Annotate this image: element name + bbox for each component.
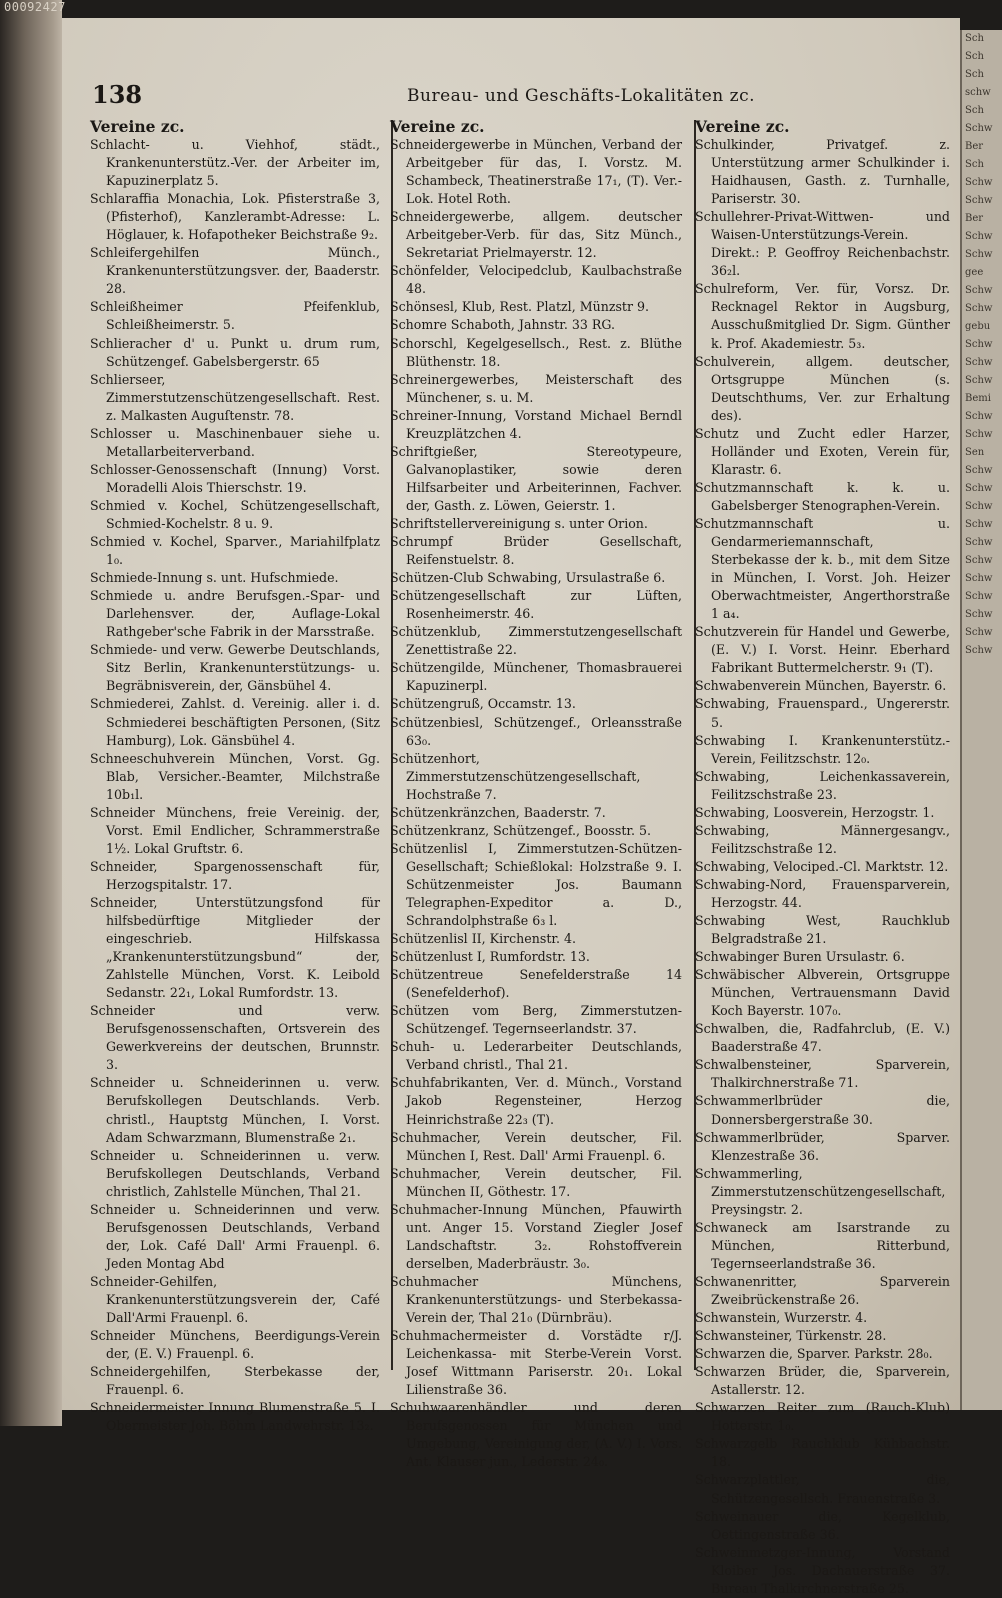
adjacent-page-fragment: Schw bbox=[965, 177, 993, 188]
adjacent-page-fragment: Schw bbox=[965, 483, 993, 494]
directory-entry: Schuhmacher, Verein deutscher, Fil. München II, Göthestr. 17. bbox=[390, 1165, 682, 1199]
directory-entry: Schwarzen Brüder, die, Sparverein, Astallerstr. 12. bbox=[695, 1364, 950, 1398]
directory-entry: Schneeschuhverein München, Vorst. Gg. Blab, Versicher.-Beamter, Milchstraße 10b₁l. bbox=[90, 750, 380, 802]
directory-entry: Schneider-Gehilfen, Krankenunterstützungsverein der, Café Dall'Armi Frauenpl. 6. bbox=[90, 1273, 380, 1326]
directory-entry: Schulkinder, Privatgef. z. Unterstützung armer Schulkinder i. Haidhausen, Gasth. z. Turnhalle, Pariserstr. 30. bbox=[695, 137, 950, 207]
directory-entry: Schneidergewerbe, allgem. deutscher Arbeitgeber-Verb. für das, Sitz Münch., Sekretariat Prielmayerstr. 12. bbox=[390, 209, 682, 261]
adjacent-page-fragment: Schw bbox=[965, 501, 993, 512]
adjacent-page-fragment: Sen bbox=[965, 447, 985, 458]
directory-entry: Schlosser-Genossenschaft (Innung) Vorst. Moradelli Alois Thierschstr. 19. bbox=[90, 461, 380, 495]
directory-entry: Schwalben, die, Radfahrclub, (E. V.) Baaderstraße 47. bbox=[695, 1021, 950, 1055]
adjacent-page-fragment: Sch bbox=[965, 69, 984, 80]
directory-entry: Schönsesl, Klub, Rest. Platzl, Münzstr 9. bbox=[390, 299, 650, 315]
directory-entry: Schützenlisl II, Kirchenstr. 4. bbox=[390, 931, 577, 947]
directory-entry: Schwarzen Reiter zum (Rauch-Klub) Hotterstr. 1₀. bbox=[695, 1400, 950, 1434]
directory-entry: Schützenhort, Zimmerstutzenschützengesellschaft, Hochstraße 7. bbox=[390, 750, 641, 802]
column-3 bbox=[695, 117, 950, 1596]
adjacent-page-fragment: Bemi bbox=[965, 393, 991, 404]
directory-entry: Schweinmetzger-Innung, Vorstand Kloiber Jos. Dachauerstraße 37. Bureau Thalkirchnerstraße 25. bbox=[695, 1544, 950, 1596]
directory-entry: Schützenlust I, Rumfordstr. 13. bbox=[390, 949, 590, 965]
directory-entry: Schwabing, Männergesangv., Feilitzschstraße 12. bbox=[695, 822, 950, 856]
directory-entry: Schreiner-Innung, Vorstand Michael Berndl Kreuzplätzchen 4. bbox=[390, 407, 682, 441]
directory-entry: Schwansteiner, Türkenstr. 28. bbox=[695, 1328, 887, 1344]
adjacent-page-fragment: Schw bbox=[965, 411, 993, 422]
directory-entry: Schwanenritter, Sparverein Zweibrückenstraße 26. bbox=[695, 1273, 950, 1307]
column-heading: Vereine zc. bbox=[90, 117, 185, 136]
adjacent-page-fragment: Schw bbox=[965, 339, 993, 350]
directory-entry: Schwaneck am Isarstrande zu München, Ritterbund, Tegernseerlandstraße 36. bbox=[695, 1219, 950, 1271]
adjacent-page-strip bbox=[960, 30, 1002, 1410]
directory-entry: Schützen-Club Schwabing, Ursulastraße 6. bbox=[390, 570, 666, 586]
directory-entry: Schlierseer, Zimmerstutzenschützengesellschaft. Rest. z. Malkasten Auguſtenstr. 78. bbox=[90, 371, 380, 423]
directory-entry: Schmiederei, Zahlst. d. Vereinig. aller i. d. Schmiederei beschäftigten Personen, (Sitz Hamburg), Lok. Gänsbühel 4. bbox=[90, 696, 380, 748]
directory-entry: Schriftstellervereinigung s. unter Orion. bbox=[390, 515, 648, 531]
adjacent-page-fragment: Sch bbox=[965, 159, 984, 170]
directory-entry: Schmiede u. andre Berufsgen.-Spar- und Darlehensver. der, Auflage-Lokal Rathgeber'sche Fabrik in der Marsstraße. bbox=[90, 588, 380, 640]
directory-entry: Schneidermeister Innung Blumenstraße 5. I. Obermeister Joh. Böhm Landwehrstr. 13₂. bbox=[90, 1400, 380, 1434]
adjacent-page-fragment: Schw bbox=[965, 465, 993, 476]
adjacent-page-fragment: Schw bbox=[965, 429, 993, 440]
directory-entry: Schützenlisl I, Zimmerstutzen-Schützen-Gesellschaft; Schießlokal: Holzstraße 9. I. Schützenmeister Jos. Baumann Telegraphen-Expeditor a. D., Schrandolphstraße 6₃ l. bbox=[390, 840, 682, 929]
adjacent-page-fragment: schw bbox=[965, 87, 991, 98]
directory-entry: Schwammerlbrüder die, Donnersbergerstraße 30. bbox=[695, 1093, 950, 1127]
directory-entry: Schutzverein für Handel und Gewerbe, (E. V.) I. Vorst. Heinr. Eberhard Fabrikant Buttermelcherstr. 9₁ (T). bbox=[695, 624, 950, 676]
adjacent-page-fragment: Ber bbox=[965, 213, 984, 224]
directory-entry: Schlosser u. Maschinenbauer siehe u. Metallarbeiterverband. bbox=[90, 425, 380, 459]
directory-entry: Schrumpf Brüder Gesellschaft, Reifenstuelstr. 8. bbox=[390, 534, 682, 568]
directory-entry: Schlieracher d' u. Punkt u. drum rum, Schützengef. Gabelsbergerstr. 65 bbox=[90, 335, 380, 369]
directory-entry: Schuhfabrikanten, Ver. d. Münch., Vorstand Jakob Regensteiner, Herzog Heinrichstraße 22₃ (T). bbox=[390, 1075, 682, 1127]
directory-entry: Schützengruß, Occamstr. 13. bbox=[390, 696, 576, 712]
directory-entry: Schriftgießer, Stereotypeure, Galvanoplastiker, sowie deren Hilfsarbeiter und Arbeiterinnen, Fachver. der, Gasth. z. Löwen, Geierstr. 1. bbox=[390, 443, 682, 513]
adjacent-page-fragment: Schw bbox=[965, 537, 993, 548]
directory-entry: Schmied v. Kochel, Sparver., Mariahilfplatz 1₀. bbox=[90, 534, 380, 568]
directory-entry: Schneider Münchens, Beerdigungs-Verein der, (E. V.) Frauenpl. 6. bbox=[90, 1328, 380, 1362]
directory-entry: Schneidergewerbe in München, Verband der Arbeitgeber für das, I. Vorstz. M. Schambeck, Theatinerstraße 17₁, (T). Ver.-Lok. Hotel Roth. bbox=[390, 137, 682, 207]
directory-entry: Schleifergehilfen Münch., Krankenunterstützungsver. der, Baaderstr. 28. bbox=[90, 245, 380, 297]
adjacent-page-fragment: Sch bbox=[965, 105, 984, 116]
directory-entry: Schützenkränzchen, Baaderstr. 7. bbox=[390, 804, 606, 820]
directory-entry: Schneider und verw. Berufsgenossenschaften, Ortsverein des Gewerkvereins der deutschen, Brunnstr. 3. bbox=[90, 1003, 380, 1073]
directory-entry: Schmiede-Innung s. unt. Hufschmiede. bbox=[90, 570, 339, 586]
adjacent-page-fragment: Ber bbox=[965, 141, 984, 152]
directory-entry: Schwabing West, Rauchklub Belgradstraße 21. bbox=[695, 913, 950, 947]
directory-entry: Schwabing, Leichenkassaverein, Feilitzschstraße 23. bbox=[695, 768, 950, 802]
directory-entry: Schwäbischer Albverein, Ortsgruppe München, Vertrauensmann David Koch Bayerstr. 107₀. bbox=[695, 967, 950, 1019]
directory-entry: Schuhmacher, Verein deutscher, Fil. München I, Rest. Dall' Armi Frauenpl. 6. bbox=[390, 1129, 682, 1163]
column-heading: Vereine zc. bbox=[695, 117, 790, 136]
directory-entry: Schmiede- und verw. Gewerbe Deutschlands, Sitz Berlin, Krankenunterstützungs- u. Begräbnisverein, der, Gänsbühel 4. bbox=[90, 642, 380, 694]
directory-entry: Schwalbensteiner, Sparverein, Thalkirchnerstraße 71. bbox=[695, 1057, 950, 1091]
directory-entry: Schneider, Unterstützungsfond für hilfsbedürftige Mitglieder der eingeschrieb. Hilfskassa „Krankenunterstützungsbund“ der, Zahlstelle München, Vorst. K. Leibold Sedanstr. 22₁, Lokal Rumfordstr. 13. bbox=[90, 894, 380, 1001]
directory-entry: Schneider, Spargenossenschaft für, Herzogspitalstr. 17. bbox=[90, 858, 380, 892]
directory-entry: Schneider u. Schneiderinnen u. verw. Berufskollegen Deutschlands, Verband christlich, Zahlstelle München, Thal 21. bbox=[90, 1147, 380, 1199]
adjacent-page-fragment: Schw bbox=[965, 519, 993, 530]
directory-entry: Schützen vom Berg, Zimmerstutzen-Schützengef. Tegernseerlandstr. 37. bbox=[390, 1003, 682, 1037]
directory-entry: Schwarzen die, Sparver. Parkstr. 28₀. bbox=[695, 1346, 933, 1362]
directory-entry: Schuhmacher Münchens, Krankenunterstützungs- und Sterbekassa-Verein der, Thal 21₀ (Dürnbräu). bbox=[390, 1273, 682, 1326]
scan-binding-edge bbox=[0, 0, 62, 1426]
directory-entry: Schützenklub, Zimmerstutzengesellschaft Zenettistraße 22. bbox=[390, 624, 682, 658]
directory-entry: Schlacht- u. Viehhof, städt., Krankenunterstütz.-Ver. der Arbeiter im, Kapuzinerplatz 5. bbox=[90, 137, 380, 189]
directory-entry: Schwarzplattler, die, Schützengesellsch. Frauenstraße 3. bbox=[695, 1472, 950, 1506]
directory-entry: Schuhmacher-Innung München, Pfauwirth unt. Anger 15. Vorstand Ziegler Josef Landschaftstr. 3₂. Rohstoffverein derselben, Maderbräustr. 3₀. bbox=[390, 1201, 682, 1271]
adjacent-page-fragment: Schw bbox=[965, 123, 993, 134]
directory-entry: Schorschl, Kegelgesellsch., Rest. z. Blüthe Blüthenstr. 18. bbox=[390, 335, 682, 369]
adjacent-page-fragment: Schw bbox=[965, 645, 993, 656]
scan-id: 00092427 bbox=[4, 0, 66, 14]
directory-entry: Schuhwaarenhändler und deren Berufsgenossen für München und Umgebung, Vereinigung der, (A. V.) I. Vors. Ant. Klauser jun., Lederstr. 24₀. bbox=[390, 1400, 682, 1470]
directory-entry: Schwanstein, Wurzerstr. 4. bbox=[695, 1310, 868, 1326]
directory-entry: Schweinauer die, Kegelklub, Oettingenstraße 36. bbox=[695, 1508, 950, 1542]
directory-entry: Schwabing I. Krankenunterstütz.-Verein, Feilitzschstr. 12₀. bbox=[695, 732, 950, 766]
directory-entry: Schomre Schaboth, Jahnstr. 33 RG. bbox=[390, 317, 615, 333]
adjacent-page-fragment: Schw bbox=[965, 303, 993, 314]
directory-entry: Schwammerlbrüder, Sparver. Klenzestraße 36. bbox=[695, 1129, 950, 1163]
directory-entry: Schönfelder, Velocipedclub, Kaulbachstraße 48. bbox=[390, 263, 682, 297]
directory-entry: Schwabing, Velociped.-Cl. Marktstr. 12. bbox=[695, 858, 949, 874]
directory-entry: Schneider Münchens, freie Vereinig. der, Vorst. Emil Endlicher, Schrammerstraße 1½. Lokal Gruftstr. 6. bbox=[90, 804, 380, 856]
directory-entry: Schützenbiesl, Schützengef., Orleansstraße 63₀. bbox=[390, 714, 682, 748]
directory-entry: Schwabenverein München, Bayerstr. 6. bbox=[695, 678, 947, 694]
directory-entry: Schwarzgelb Rauchklub Kühbachstr. 18. bbox=[695, 1436, 950, 1470]
directory-entry: Schneidergehilfen, Sterbekasse der, Frauenpl. 6. bbox=[90, 1364, 380, 1398]
directory-entry: Schuh- u. Lederarbeiter Deutschlands, Verband christl., Thal 21. bbox=[390, 1039, 682, 1073]
directory-entry: Schulreform, Ver. für, Vorsz. Dr. Recknagel Rektor in Augsburg, Ausschußmitglied Dr. Sigm. Günther k. Prof. Akademiestr. 5₃. bbox=[695, 281, 950, 351]
directory-entry: Schwabing-Nord, Frauensparverein, Herzogstr. 44. bbox=[695, 876, 950, 910]
column-1 bbox=[90, 117, 380, 1434]
directory-entry: Schneider u. Schneiderinnen und verw. Berufsgenossen Deutschlands, Verband der, Lok. Café Dall' Armi Frauenpl. 6. Jeden Montag Abd bbox=[90, 1201, 380, 1271]
entry-list bbox=[695, 136, 950, 1598]
directory-entry: Schutzmannschaft k. k. u. Gabelsberger Stenographen-Verein. bbox=[695, 479, 950, 513]
directory-entry: Schmied v. Kochel, Schützengesellschaft, Schmied-Kochelstr. 8 u. 9. bbox=[90, 497, 380, 531]
adjacent-page-fragment: Schw bbox=[965, 573, 993, 584]
directory-page bbox=[62, 18, 960, 1596]
adjacent-page-fragment: Schw bbox=[965, 627, 993, 638]
adjacent-page-fragment: Schw bbox=[965, 591, 993, 602]
directory-entry: Schulverein, allgem. deutscher, Ortsgruppe München (s. Deutschthums, Ver. zur Erhaltung des). bbox=[695, 353, 950, 423]
adjacent-page-fragment: Schw bbox=[965, 285, 993, 296]
adjacent-page-fragment: Schw bbox=[965, 249, 993, 260]
directory-entry: Schwammerling, Zimmerstutzenschützengesellschaft, Preysingstr. 2. bbox=[695, 1165, 946, 1217]
directory-entry: Schwabing, Loosverein, Herzogstr. 1. bbox=[695, 804, 935, 820]
directory-entry: Schlaraffia Monachia, Lok. Pfisterstraße 3, (Pfisterhof), Kanzlerambt-Adresse: L. Höglauer, k. Hofapotheker Beichstraße 9₂. bbox=[90, 191, 380, 243]
adjacent-page-fragment: Schw bbox=[965, 195, 993, 206]
directory-entry: Schwabing, Frauenspard., Ungererstr. 5. bbox=[695, 696, 950, 730]
adjacent-page-fragment: Schw bbox=[965, 231, 993, 242]
adjacent-page-fragment: Sch bbox=[965, 51, 984, 62]
adjacent-page-fragment: Schw bbox=[965, 357, 993, 368]
adjacent-page-fragment: Schw bbox=[965, 609, 993, 620]
directory-entry: Schützengesellschaft zur Lüften, Rosenheimerstr. 46. bbox=[390, 588, 682, 622]
directory-entry: Schneider u. Schneiderinnen u. verw. Berufskollegen Deutschlands. Verb. christl., Hauptstg München, I. Vorst. Adam Schwarzmann, Blumenstraße 2₁. bbox=[90, 1075, 380, 1145]
directory-entry: Schreinergewerbes, Meisterschaft des Münchener, s. u. M. bbox=[390, 371, 682, 405]
adjacent-page-fragment: Sch bbox=[965, 33, 984, 44]
columns bbox=[90, 117, 950, 1596]
directory-entry: Schuhmachermeister d. Vorstädte r/J. Leichenkassa- mit Sterbe-Verein Vorst. Josef Wittmann Pariserstr. 20₁. Lokal Lilienstraße 36. bbox=[390, 1328, 682, 1398]
directory-entry: Schützentreue Senefelderstraße 14 (Senefelderhof). bbox=[390, 967, 682, 1001]
directory-entry: Schleißheimer Pfeifenklub, Schleißheimerstr. 5. bbox=[90, 299, 380, 333]
running-head: Bureau- und Geschäfts-Lokalitäten zc. bbox=[407, 86, 756, 106]
directory-entry: Schutz und Zucht edler Harzer, Holländer und Exoten, Verein für, Klarastr. 6. bbox=[695, 425, 950, 477]
adjacent-page-fragment: gebu bbox=[965, 321, 991, 332]
page-number: 138 bbox=[92, 80, 143, 109]
directory-entry: Schutzmannschaft u. Gendarmeriemannschaft, Sterbekasse der k. b., mit dem Sitze in München, I. Vorst. Joh. Heizer Oberwachtmeister, Angerthorstraße 1 a₄. bbox=[695, 515, 950, 622]
column-2 bbox=[390, 117, 682, 1470]
directory-entry: Schützenkranz, Schützengef., Boosstr. 5. bbox=[390, 822, 652, 838]
adjacent-page-fragment: gee bbox=[965, 267, 984, 278]
column-heading: Vereine zc. bbox=[390, 117, 485, 136]
directory-entry: Schullehrer-Privat-Wittwen- und Waisen-Unterstützungs-Verein. Direkt.: P. Geoffroy Reichenbachstr. 36₂l. bbox=[695, 209, 950, 279]
adjacent-page-fragment: Schw bbox=[965, 555, 993, 566]
adjacent-page-fragment: Schw bbox=[965, 375, 993, 386]
entry-list bbox=[390, 136, 682, 1471]
entry-list bbox=[90, 136, 380, 1435]
directory-entry: Schützengilde, Münchener, Thomasbrauerei Kapuzinerpl. bbox=[390, 660, 682, 694]
directory-entry: Schwabinger Buren Ursulastr. 6. bbox=[695, 949, 905, 965]
